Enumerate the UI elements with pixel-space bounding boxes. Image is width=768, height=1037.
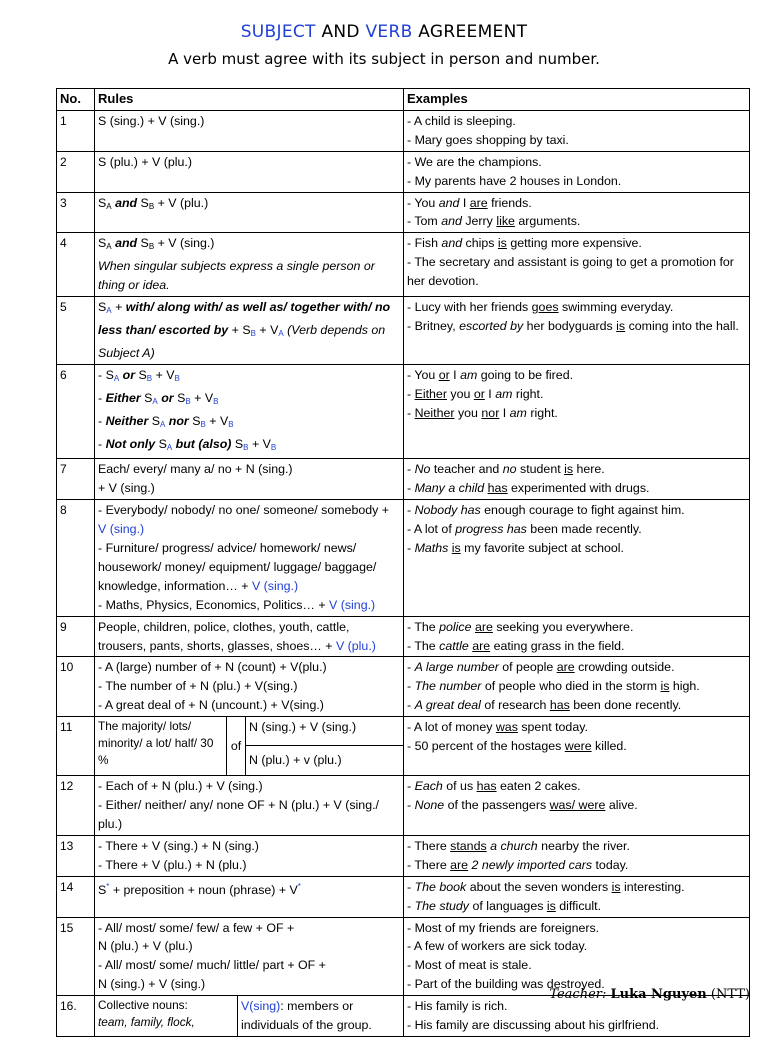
example-cell: - The police are seeking you everywhere. - The cattle are eating grass in the field. [404, 616, 750, 657]
row-number: 7 [57, 459, 95, 500]
rules-table [56, 88, 750, 1037]
row-number: 15 [57, 917, 95, 996]
example-cell: - We are the champions. - My parents have 2 houses in London. [404, 151, 750, 192]
header-no: No. [57, 89, 95, 111]
table-row [57, 151, 750, 192]
rule-cell: S (sing.) + V (sing.) [95, 110, 404, 151]
table-row [57, 110, 750, 151]
page-subtitle: A verb must agree with its subject in person and number. [168, 50, 600, 68]
table-row [57, 776, 750, 836]
rule-cell: $S_A$ + with/ along with/ as well as/ together with/ no less than/ escorted by + $S_B + V_A$ (Verb depends on Subject A) [95, 297, 404, 365]
row-number: 9 [57, 616, 95, 657]
row-number: 10 [57, 657, 95, 717]
row-number: 3 [57, 192, 95, 233]
row-number: 14 [57, 876, 95, 917]
rule-cell: S (plu.) + V (plu.) [95, 151, 404, 192]
table-row [57, 500, 750, 616]
page-title: SUBJECT AND VERB AGREEMENT [240, 22, 528, 42]
rule-cell: People, children, police, clothes, youth, cattle, trousers, pants, shorts, glasses, shoes… + V (plu.) [95, 616, 404, 657]
table-row [57, 297, 750, 365]
rule-cell: - There + V (sing.) + N (sing.) - There + V (plu.) + N (plu.) [95, 835, 404, 876]
table-row [57, 717, 750, 776]
table-row [57, 657, 750, 717]
rule-cell: - Everybody/ nobody/ no one/ someone/ somebody + V (sing.) - Furniture/ progress/ advice/ homework/ news/ housework/ money/ equipment/ luggage/ baggage/ knowledge, information… + V (sing.) - Maths, Physics, Economics, Politics… + V (sing.) [95, 500, 404, 616]
row-number: 11 [57, 717, 95, 776]
rule-cell: - A (large) number of + N (count) + V(plu.) - The number of + N (plu.) + V(sing.) - A great deal of + N (uncount.) + V(sing.) [95, 657, 404, 717]
example-cell: - Fish and chips is getting more expensive. - The secretary and assistant is going to get a promotion for her devotion. [404, 233, 750, 297]
table-header [57, 89, 750, 111]
example-cell: - Each of us has eaten 2 cakes. - None of the passengers was/ were alive. [404, 776, 750, 836]
rule-cell: The majority/ lots/ minority/ a lot/ half/ 30 % of N (sing.) + V (sing.) N (plu.) + v (plu.) [95, 717, 404, 776]
example-cell: - Lucy with her friends goes swimming everyday. - Britney, escorted by her bodyguards is coming into the hall. [404, 297, 750, 365]
example-cell: - Nobody has enough courage to fight against him. - A lot of progress has been made recently. - Maths is my favorite subject at school. [404, 500, 750, 616]
rule-cell: $S_A$ and $S_B + V$ (sing.) When singular subjects express a single person or thing or idea. [95, 233, 404, 297]
example-cell: - You or I am going to be fired. - Either you or I am right. - Neither you nor I am right. [404, 364, 750, 459]
table-row [57, 616, 750, 657]
row-number: 4 [57, 233, 95, 297]
header-rules: Rules [95, 89, 404, 111]
row-number: 6 [57, 364, 95, 459]
row-number: 12 [57, 776, 95, 836]
example-cell: - A lot of money was spent today. - 50 percent of the hostages were killed. [404, 717, 750, 776]
table-row [57, 192, 750, 233]
table-row [57, 876, 750, 917]
example-cell: - His family is rich. - His family are discussing about his girlfriend. [404, 996, 750, 1037]
example-cell: - Most of my friends are foreigners. - A few of workers are sick today. - Most of meat is stale. - Part of the building was destroyed. [404, 917, 750, 996]
rule-cell: Collective nouns: team, family, flock, V(sing): members or individuals of the group. [95, 996, 404, 1037]
rule-cell: Each/ every/ many a/ no + N (sing.) + V (sing.) [95, 459, 404, 500]
example-cell: - No teacher and no student is here. - Many a child has experimented with drugs. [404, 459, 750, 500]
rule-cell: $S_A$ and $S_B + V$ (plu.) [95, 192, 404, 233]
row-number: 1 [57, 110, 95, 151]
example-cell: - A large number of people are crowding outside. - The number of people who died in the storm is high. - A great deal of research has been done recently. [404, 657, 750, 717]
table-row [57, 233, 750, 297]
row-number: 16. [57, 996, 95, 1037]
table-row [57, 917, 750, 996]
example-cell: - There stands a church nearby the river. - There are 2 newly imported cars today. [404, 835, 750, 876]
table-row [57, 459, 750, 500]
table-row [57, 364, 750, 459]
example-cell: - The book about the seven wonders is interesting. - The study of languages is difficult. [404, 876, 750, 917]
rule-cell: - Each of + N (plu.) + V (sing.) - Either/ neither/ any/ none OF + N (plu.) + V (sing./ plu.) [95, 776, 404, 836]
row-number: 2 [57, 151, 95, 192]
rule-cell: S* + preposition + noun (phrase) + V* [95, 876, 404, 917]
header-examples: Examples [404, 89, 750, 111]
example-cell: - You and I are friends. - Tom and Jerry like arguments. [404, 192, 750, 233]
row-number: 8 [57, 500, 95, 616]
row-number: 13 [57, 835, 95, 876]
rule-cell: - $S_A$ or $S_B + V_B$ - Either $S_A$ or $S_B + V_B$ - Neither $S_A$ nor $S_B + V_B$ - Not only $S_A$ but (also) $S_B + V_B$ [95, 364, 404, 459]
table-row [57, 835, 750, 876]
row-number: 5 [57, 297, 95, 365]
example-cell: - A child is sleeping. - Mary goes shopping by taxi. [404, 110, 750, 151]
teacher-credit: Teacher: Luka Nguyen (NTT) [549, 987, 750, 1002]
rule-cell: - All/ most/ some/ few/ a few + OF + N (plu.) + V (plu.) - All/ most/ some/ much/ little/ part + OF + N (sing.) + V (sing.) [95, 917, 404, 996]
